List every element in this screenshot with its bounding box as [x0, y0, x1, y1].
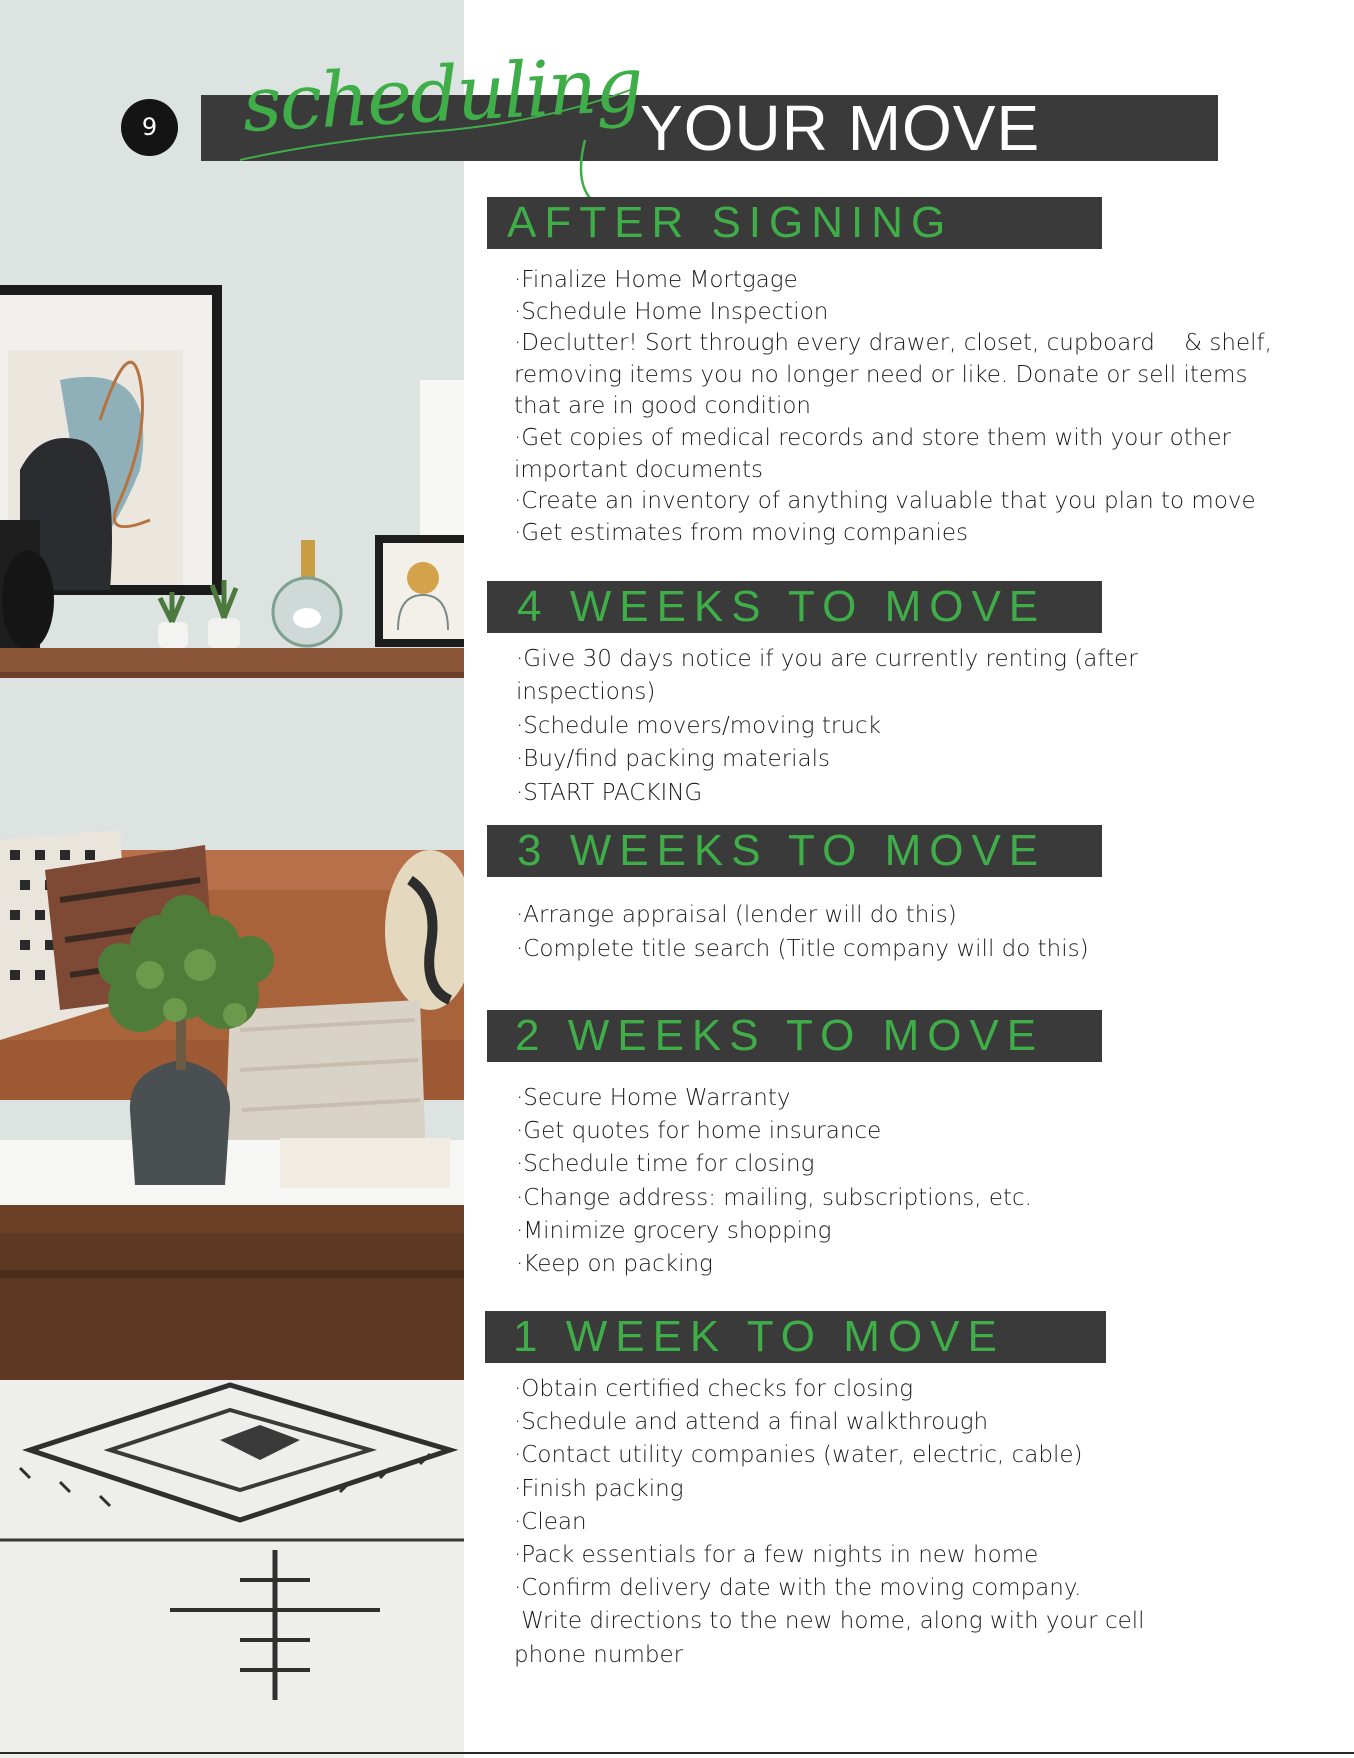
list-item: ·Schedule Home Inspection — [514, 298, 829, 325]
bottom-rule — [0, 1752, 1354, 1754]
list-item: ·Confirm delivery date with the moving company. — [514, 1575, 1082, 1602]
three-weeks-list — [516, 898, 1316, 966]
list-item: ·START PACKING — [516, 779, 703, 806]
list-item: Write directions to the new home, along with your cell — [514, 1608, 1145, 1635]
list-item: ·Keep on packing — [516, 1251, 713, 1278]
four-weeks-list — [516, 643, 1316, 810]
living-room-photo — [0, 0, 464, 1758]
list-item: important documents — [514, 456, 763, 483]
list-item: ·Clean — [514, 1508, 587, 1535]
list-item: inspections) — [516, 679, 656, 706]
list-item: ·Complete title search (Title company will do this) — [516, 936, 1089, 962]
list-item: ·Finish packing — [514, 1475, 684, 1502]
list-item: ·Finalize Home Mortgage — [514, 267, 798, 293]
list-item: ·Change address: mailing, subscriptions, etc. — [516, 1184, 1032, 1211]
list-item: ·Buy/find packing materials — [516, 746, 831, 773]
list-item: ·Give 30 days notice if you are currently renting (after — [516, 646, 1138, 672]
list-item: ·Schedule movers/moving truck — [516, 712, 881, 739]
list-item: ·Get quotes for home insurance — [516, 1118, 882, 1145]
section-heading-1-week: 1 WEEK TO MOVE — [485, 1311, 1106, 1363]
title-script-word: scheduling — [240, 39, 644, 150]
list-item: ·Pack essentials for a few nights in new home — [514, 1542, 1039, 1569]
section-heading-2-weeks: 2 WEEKS TO MOVE — [487, 1010, 1102, 1062]
list-item: ·Minimize grocery shopping — [516, 1217, 832, 1244]
list-item: ·Create an inventory of anything valuable that you plan to move — [514, 488, 1256, 515]
list-item: ·Get estimates from moving companies — [514, 519, 969, 546]
list-item: ·Contact utility companies (water, electric, cable) — [514, 1442, 1083, 1469]
list-item: ·Declutter! Sort through every drawer, closet, cupboard & shelf, — [514, 330, 1272, 357]
two-weeks-list — [516, 1082, 1316, 1281]
section-heading-after-signing: AFTER SIGNING — [487, 197, 1102, 249]
list-item: removing items you no longer need or like. Donate or sell items — [514, 361, 1248, 388]
list-item: that are in good condition — [514, 393, 812, 420]
list-item: phone number — [514, 1641, 684, 1668]
after-signing-list — [514, 265, 1314, 549]
section-heading-4-weeks: 4 WEEKS TO MOVE — [487, 581, 1102, 633]
section-heading-3-weeks: 3 WEEKS TO MOVE — [487, 825, 1102, 877]
page-title: YOUR MOVE — [640, 92, 1041, 164]
list-item: ·Schedule time for closing — [516, 1151, 815, 1178]
list-item: ·Secure Home Warranty — [516, 1085, 791, 1111]
list-item: ·Schedule and attend a final walkthrough — [514, 1409, 989, 1436]
list-item: ·Arrange appraisal (lender will do this) — [516, 902, 957, 928]
one-week-list — [514, 1373, 1314, 1672]
living-room-illustration — [0, 0, 464, 1758]
list-item: ·Obtain certified checks for closing — [514, 1376, 914, 1402]
list-item: ·Get copies of medical records and store them with your other — [514, 424, 1231, 451]
page-number-badge: 9 — [121, 99, 178, 156]
